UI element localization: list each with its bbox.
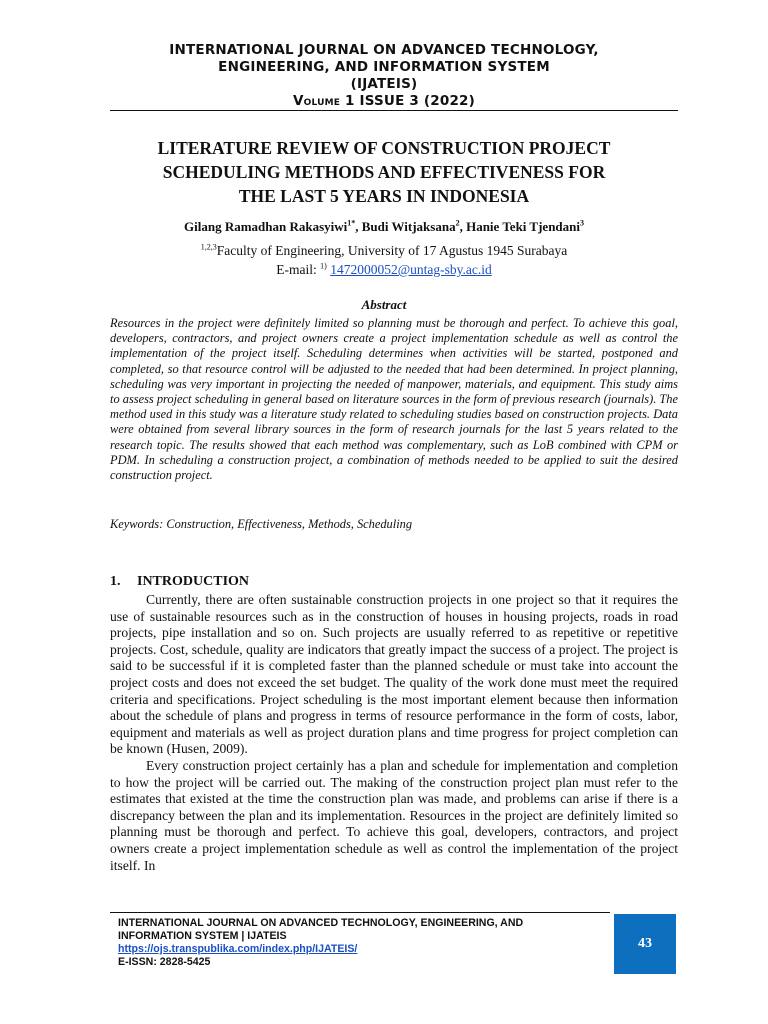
title-line-3: THE LAST 5 YEARS IN INDONESIA [238,186,530,206]
journal-header-line-3: (IJATEIS) [350,76,418,92]
header-divider [110,110,678,111]
body-paragraph: Every construction project certainly has a plan and schedule for implementation and completion to how the project will be carried out. The making of the construction project plan must refer to the estimates that existed at the time the construction plan was made, and problems can arise if there is a discrepancy between the plan and its implementation. Resources in the project are definitely limited so planning must be thorough and perfect. To achieve this goal, developers, contractors, and project owners create a project implementation schedule as well as control the implementation of the project itself. In [110,757,678,873]
section-heading [110,573,678,591]
keywords: Keywords: Construction, Effectiveness, Methods, Scheduling [110,517,413,531]
paper-title [84,136,684,208]
title-line-2: SCHEDULING METHODS AND EFFECTIVENESS FOR [162,162,606,182]
title-line-1: LITERATURE REVIEW OF CONSTRUCTION PROJECT [157,138,611,158]
email-superscript: 1) [320,261,327,271]
page-number-badge: 43 [614,914,676,974]
footer-journal-line-2: INFORMATION SYSTEM | IJATEIS [118,930,287,942]
email-link[interactable]: 1472000052@untag-sby.ac.id [330,262,492,277]
journal-header-line-1: INTERNATIONAL JOURNAL ON ADVANCED TECHNOLOGY, [169,42,599,58]
footer-journal-line-1: INTERNATIONAL JOURNAL ON ADVANCED TECHNOLOGY, ENGINEERING, AND [118,917,524,929]
introduction-body [110,592,678,874]
journal-header [0,42,768,110]
email-label: E-mail: [276,262,317,277]
section-number: 1. [110,574,121,589]
abstract-heading: Abstract [361,297,407,312]
footer-divider [110,912,610,913]
affiliation [84,242,684,260]
author-name: Budi Witjaksana [361,219,456,234]
email-line [84,261,684,279]
author-superscript: 3 [580,218,584,228]
body-paragraph: Currently, there are often sustainable construction projects in one project so that it requires the use of sustainable resources such as in the construction of houses in housing projects, roads in road projects, pipe installation and so on. Such projects are usually referred to as repetitive or repetitive projects. Cost, schedule, quality are indicators that greatly impact the success of a project. The project is said to be successful if it is completed faster than the planned schedule or must take into account the project costs and does not exceed the set budget. The quality of the work done must meet the required criteria and specifications. Project scheduling is the most important element because then information about the schedule of plans and progress in terms of resource performance in the form of costs, labor, equipment and materials as well as project duration plans and time progress for project completion can be known (Husen, 2009). [110,592,678,757]
author-separator: , [459,219,467,234]
affiliation-text: Faculty of Engineering, University of 17 Agustus 1945 Surabaya [216,243,568,258]
section-title: INTRODUCTION [137,574,250,589]
author-separator: , [355,219,362,234]
abstract-body: Resources in the project were definitely limited so planning must be thorough and perfect. To achieve this goal, developers, contractors, and project owners create a project implementation schedule as well as control the implementation of the project itself. Scheduling determines when activities will be started, postponed and completed, so that resource control will be adjusted to the needed that had been determined. In project planning, scheduling was very important in projecting the needed of manpower, materials, and equipment. This study aims to assess project scheduling in general based on literature sources in the form of previous research (journals). The method used in this study was a literature study related to scheduling studies based on construction projects. Data were obtained from several library sources in the form of research journals for the last 5 years related to the research topic. The results showed that each method was complementary, such as LoB combined with CPM or PDM. In scheduling a construction project, a combination of methods needed to be applied to suit the desired construction project. [110,316,678,483]
author-superscript: 2 [455,218,460,228]
footer-issn: E-ISSN: 2828-5425 [118,956,211,968]
author-superscript: 1* [347,218,356,228]
journal-volume: Volume 1 ISSUE 3 (2022) [292,93,476,109]
author-name: Hanie Teki Tjendani [466,219,580,234]
affiliation-superscript: 1,2,3 [200,242,217,252]
author-list [84,218,684,236]
author-name: Gilang Ramadhan Rakasyiwi [184,219,348,234]
page-footer [118,917,606,969]
journal-header-line-2: ENGINEERING, AND INFORMATION SYSTEM [218,59,550,75]
footer-url-link[interactable]: https://ojs.transpublika.com/index.php/IJATEIS/ [118,943,358,955]
